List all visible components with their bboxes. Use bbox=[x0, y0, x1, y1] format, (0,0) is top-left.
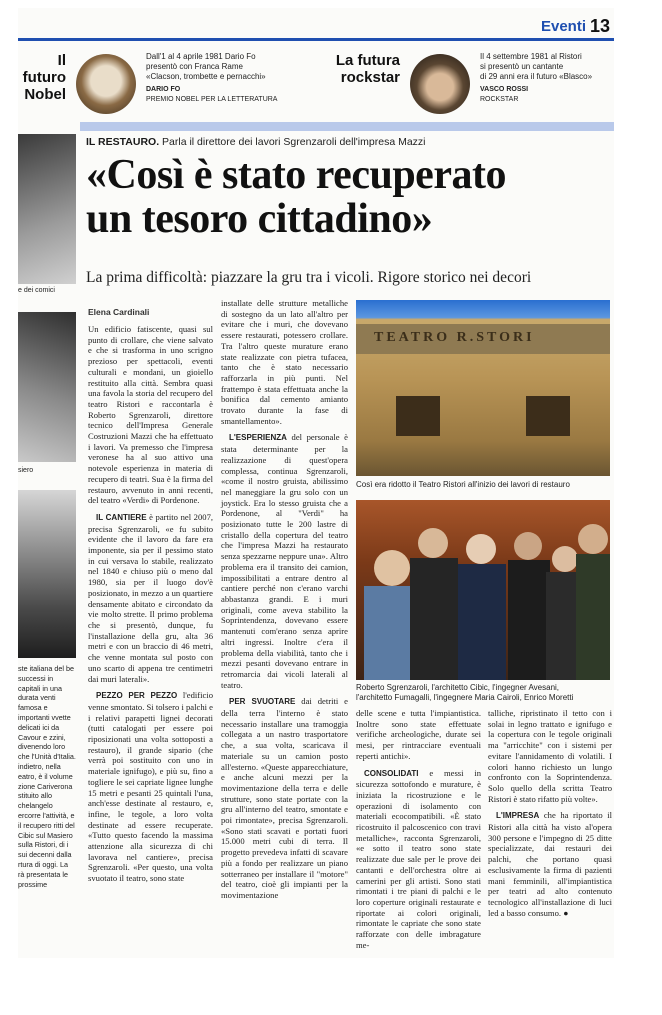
teaser-title-line: Il futuro bbox=[22, 52, 66, 86]
paragraph bbox=[488, 810, 612, 918]
paragraph bbox=[356, 708, 481, 762]
adjacent-caption: siero bbox=[18, 467, 34, 474]
headline-line: «Così è stato recuperato bbox=[86, 152, 506, 198]
teaser-line: presentò con Franca Rame bbox=[146, 62, 243, 71]
paragraph-lead: IL CANTIERE bbox=[96, 512, 147, 522]
byline: Elena Cardinali bbox=[88, 307, 150, 317]
paragraph-text: talliche, ripristinato il tetto con i solai in legno trattato e ignifugo e la copertura con le tegole originali ma "arricchite" con i sistemi per evitare l'annidamento di volatili. I colori hanno richiesto un lungo confronto con la Soprintendenza. Solo quello della scritta Teatro Ristori è stato rifatto più volte». bbox=[488, 708, 612, 804]
article-column-3 bbox=[356, 708, 481, 950]
teaser-title bbox=[18, 52, 66, 103]
teaser-role: ROCKSTAR bbox=[480, 96, 519, 103]
paragraph bbox=[221, 696, 348, 900]
kicker-label: IL RESTAURO. bbox=[86, 136, 160, 148]
article-column-2 bbox=[221, 298, 348, 901]
header-rule bbox=[18, 38, 614, 41]
article-kicker bbox=[86, 136, 426, 148]
teaser-line: si presentò un cantante bbox=[480, 62, 564, 71]
person-head bbox=[418, 528, 448, 558]
teaser-title bbox=[318, 52, 400, 86]
paragraph bbox=[88, 324, 213, 506]
paragraph-lead: L'ESPERIENZA bbox=[229, 433, 287, 443]
paragraph-lead: CONSOLIDATI bbox=[364, 768, 419, 778]
person-head bbox=[578, 524, 608, 554]
kicker-text: Parla il direttore dei lavori Sgrenzaroli dell'impresa Mazzi bbox=[162, 136, 426, 148]
paragraph-text: del personale è stata determinante per la realizzazione di quest'opera complessa, continua Sgrenzaroli, «come il nostro gruista, abilissimo nel maneggiare la gru solo con un joystick. Era lo stesso gruista che a Pordenone, al "Verdi" ha posizionato tutte le 200 lastre di cristallo della copertura del teatro che l'impresa Mazzi ha restaurato senza spezzarne neppure una». Altro problema era il transito dei camion, impossibilitati a entrare dentro al cantiere perché non c'erano varchi abbastanza grandi. E i muri originali, come aveva stabilito la Soprintendenza, dovevano essere mantenuti com'erano senza aprire altri ingressi. Inoltre c'era il problema della viabilità, tanto che i mezzi pesanti dovevano entrare in retromarcia dai vicoli laterali al teatro. bbox=[221, 432, 348, 690]
newspaper-page bbox=[18, 8, 614, 958]
person-body bbox=[576, 554, 610, 680]
adjacent-photo bbox=[18, 490, 76, 658]
group-photo bbox=[356, 500, 610, 680]
person-body bbox=[546, 572, 580, 680]
teaser-title-line: Nobel bbox=[24, 86, 66, 103]
adjacent-photo bbox=[18, 134, 76, 284]
paragraph-text: Un edificio fatiscente, quasi sul punto di crollare, che viene salvato e che si trasforma in uno scrigno prezioso per spettacoli, eventi culturali e mondani, un gioiello restituito alla città. Sembra quasi una favola la storia del recupero del teatro Ristori e raccontarla è Roberto Sgrenzaroli, direttore tecnico dell'Impresa Generale Costruzioni Mazzi che ha effettuato i lavori. Va premesso che l'impresa veronese ha al suo attivo una notevole esperienza in materia di recupero di teatri. Sua è la firma del restauro, avvenuto in anni recenti, del teatro «Verdi» di Pordenone. bbox=[88, 324, 213, 506]
paragraph-text: delle scene e tutta l'impiantistica. Inoltre sono state effettuate verifiche archeologiche, durate sei mesi, per rintracciare eventuali reperti antichi». bbox=[356, 708, 481, 761]
caption-line: l'architetto Fumagalli, l'ingegnere Maria Cairoli, Enrico Moretti bbox=[356, 693, 574, 702]
article-column-4 bbox=[488, 708, 612, 918]
teatro-ristori-facade-photo bbox=[356, 300, 610, 476]
article-column-1 bbox=[88, 324, 213, 884]
teaser-line: Dall'1 al 4 aprile 1981 Dario Fo bbox=[146, 52, 256, 61]
person-body bbox=[410, 558, 458, 680]
paragraph bbox=[88, 512, 213, 684]
person-head bbox=[374, 550, 410, 586]
teaser-line: «Clacson, trombette e pernacchi» bbox=[146, 72, 266, 81]
page-number: 13 bbox=[589, 16, 610, 36]
paragraph-lead: L'IMPRESA bbox=[496, 811, 540, 821]
teaser-role: PREMIO NOBEL PER LA LETTERATURA bbox=[146, 96, 278, 103]
facade-window bbox=[396, 396, 440, 436]
photo2-caption bbox=[356, 683, 612, 703]
paragraph bbox=[88, 690, 213, 884]
teaser-blurb bbox=[480, 52, 614, 105]
dario-fo-portrait bbox=[76, 54, 136, 114]
teaser-blurb bbox=[146, 52, 306, 105]
teaser-name: DARIO FO bbox=[146, 86, 181, 93]
paragraph-text: che ha riportato il Ristori alla città ha visto al'opera 300 persone e l'impegno di 25 ditte specializzate, dai restauri dei palchi, che portano quasi esclusivamente la firma di pazienti mani femminili, all'impiantistica per teatri ad alto contenuto tecnologico all'installazione di luci led a basso consumo. bbox=[488, 810, 612, 918]
paragraph-text: installate delle strutture metalliche di sostegno da un lato all'altro per evitare che i muri, che dovevano essere restaurati, potessero crollare. Tra l'altro queste murature erano state realizzate con pietra tufacea, tanto che è stato necessario rafforzarla in più punti. Nel frattempo è stata effettuata anche la bonifica dal cemento amianto trovato durante la fase di smantellamento». bbox=[221, 298, 348, 426]
teaser-name: VASCO ROSSI bbox=[480, 86, 529, 93]
person-head bbox=[514, 532, 542, 560]
paragraph-lead: PEZZO PER PEZZO bbox=[96, 691, 178, 701]
teaser-line: Il 4 settembre 1981 al Ristori bbox=[480, 52, 582, 61]
paragraph-text: dai detriti e della terra l'interno è stato necessario installare una tramoggia collegata a un nastro trasportatore che, a sua volta, scaricava il materiale su un camion posto all'esterno. «Queste apparecchiature, e anche alcuni mezzi per la movimentazione della terra e delle strutture, sono state portate con la gru all'interno del teatro, smontate e poi rimontate», precisa Sgrenzaroli. «Sono stati scavati e portati fuori 15.000 metri cubi di terra. Il progetto prevedeva infatti di scavare più a fondo per realizzare un piano sotterraneo per installare il "motore" del teatro, cioè gli impianti per la movimentazione bbox=[221, 696, 349, 900]
paragraph bbox=[488, 708, 612, 804]
paragraph bbox=[356, 768, 481, 951]
paragraph-lead: PER SVUOTARE bbox=[229, 697, 296, 707]
article-headline bbox=[86, 153, 606, 241]
section-label: Eventi bbox=[540, 18, 586, 35]
person-body bbox=[508, 560, 550, 680]
teaser-title-line: La futura bbox=[335, 52, 400, 69]
headline-line: un tesoro cittadino» bbox=[86, 196, 433, 242]
teaser-line: di 29 anni era il futuro «Blasco» bbox=[480, 72, 593, 81]
paragraph bbox=[221, 432, 348, 690]
person-body bbox=[458, 564, 506, 680]
end-mark: ● bbox=[563, 907, 569, 918]
paragraph-text: l'edificio venne smontato. Si tolsero i palchi e i relativi parapetti lignei decorati (tutti catalogati per essere poi riposizionati una volta sottoposti a restauro), il grande sipario (che verrà poi sostituito con uno in materiale ignifugo), e più su, fino a togliere le sei capriate lignee lunghe 15 metri e pesanti 25 quintali l'una, anch'esse destinate al restauro, e, infine, le tegole, a loro volta destinate ad essere recuperate. «Tutto questo facendo la massima attenzione alla sicurezza di chi lavorava nel cantiere», precisa Sgrenzaroli. «Per questo, una volta svuotato il teatro, sono state bbox=[88, 690, 213, 884]
photo1-caption: Così era ridotto il Teatro Ristori all'inizio dei lavori di restauro bbox=[356, 480, 570, 489]
person-head bbox=[466, 534, 496, 564]
person-head bbox=[552, 546, 578, 572]
facade-sign: TEATRO R.STORI bbox=[374, 330, 535, 345]
paragraph bbox=[221, 298, 348, 426]
article-top-rule bbox=[80, 122, 614, 131]
teaser-title-line: rockstar bbox=[340, 69, 400, 86]
adjacent-text: ste italiana del be successi in capitali in una durata venti famosa e importanti vvette delicati ici da Cavour e zzini, divenendo loro che l'Unità d'Italia. indietro, nella eatro, è il volume zione Cariverona stituito allo chelangelo ercorre l'attività, e il recupero ritti del Cibic sul Masiero sulla Ristori, di i sui decenni dalla rtura di oggi. La rà presentata le prossime bbox=[18, 664, 76, 889]
adjacent-article-column bbox=[18, 134, 76, 954]
adjacent-photo bbox=[18, 312, 76, 462]
teaser-vasco-rossi bbox=[318, 48, 614, 122]
adjacent-caption: e dei comici bbox=[18, 287, 55, 294]
caption-line: Roberto Sgrenzaroli, l'architetto Cibic, l'ingegner Avesani, bbox=[356, 683, 560, 692]
article-subhead: La prima difficoltà: piazzare la gru tra i vicoli. Rigore storico nei decori bbox=[86, 269, 532, 286]
paragraph-text: e messi in sicurezza sottofondo e murature, è iniziata la ricostruzione e le operazioni di isolamento con materiali ecocompatibili. «È stato ricostruito il palcoscenico con travi metalliche», racconta Sgrenzaroli, «e sotto il teatro sono state realizzate due sale per le prove dei cantanti e dell'orchestra oltre ai camerini per gli artisti. Sono stati rimontati i tre piani di palchi e le loro coperture originali restaurate e riportate ai colori originali, rimontate le capriate che sono state rafforzate con delle imbragature me- bbox=[356, 767, 482, 950]
paragraph-text: è partito nel 2007, precisa Sgrenzaroli, «e fu subito evidente che il lavoro da fare era imponente, sia per il pessimo stato in cui versava lo stabile, realizzato nel 1840 e chiuso più o meno dal 1980, sia per il luogo dov'è posizionato, in mezzo a un quartiere densamente abitato e circondato da vie molto strette. Il primo problema che si presentò, dunque, fu l'installazione della gru, alta 36 metri e con un braccio di 46 metri, che venne montata sul posto con uno scarto di appena tre centimetri dai muri laterali». bbox=[88, 511, 214, 684]
facade-window bbox=[526, 396, 570, 436]
vasco-rossi-portrait bbox=[410, 54, 470, 114]
teaser-dario-fo bbox=[18, 48, 308, 122]
